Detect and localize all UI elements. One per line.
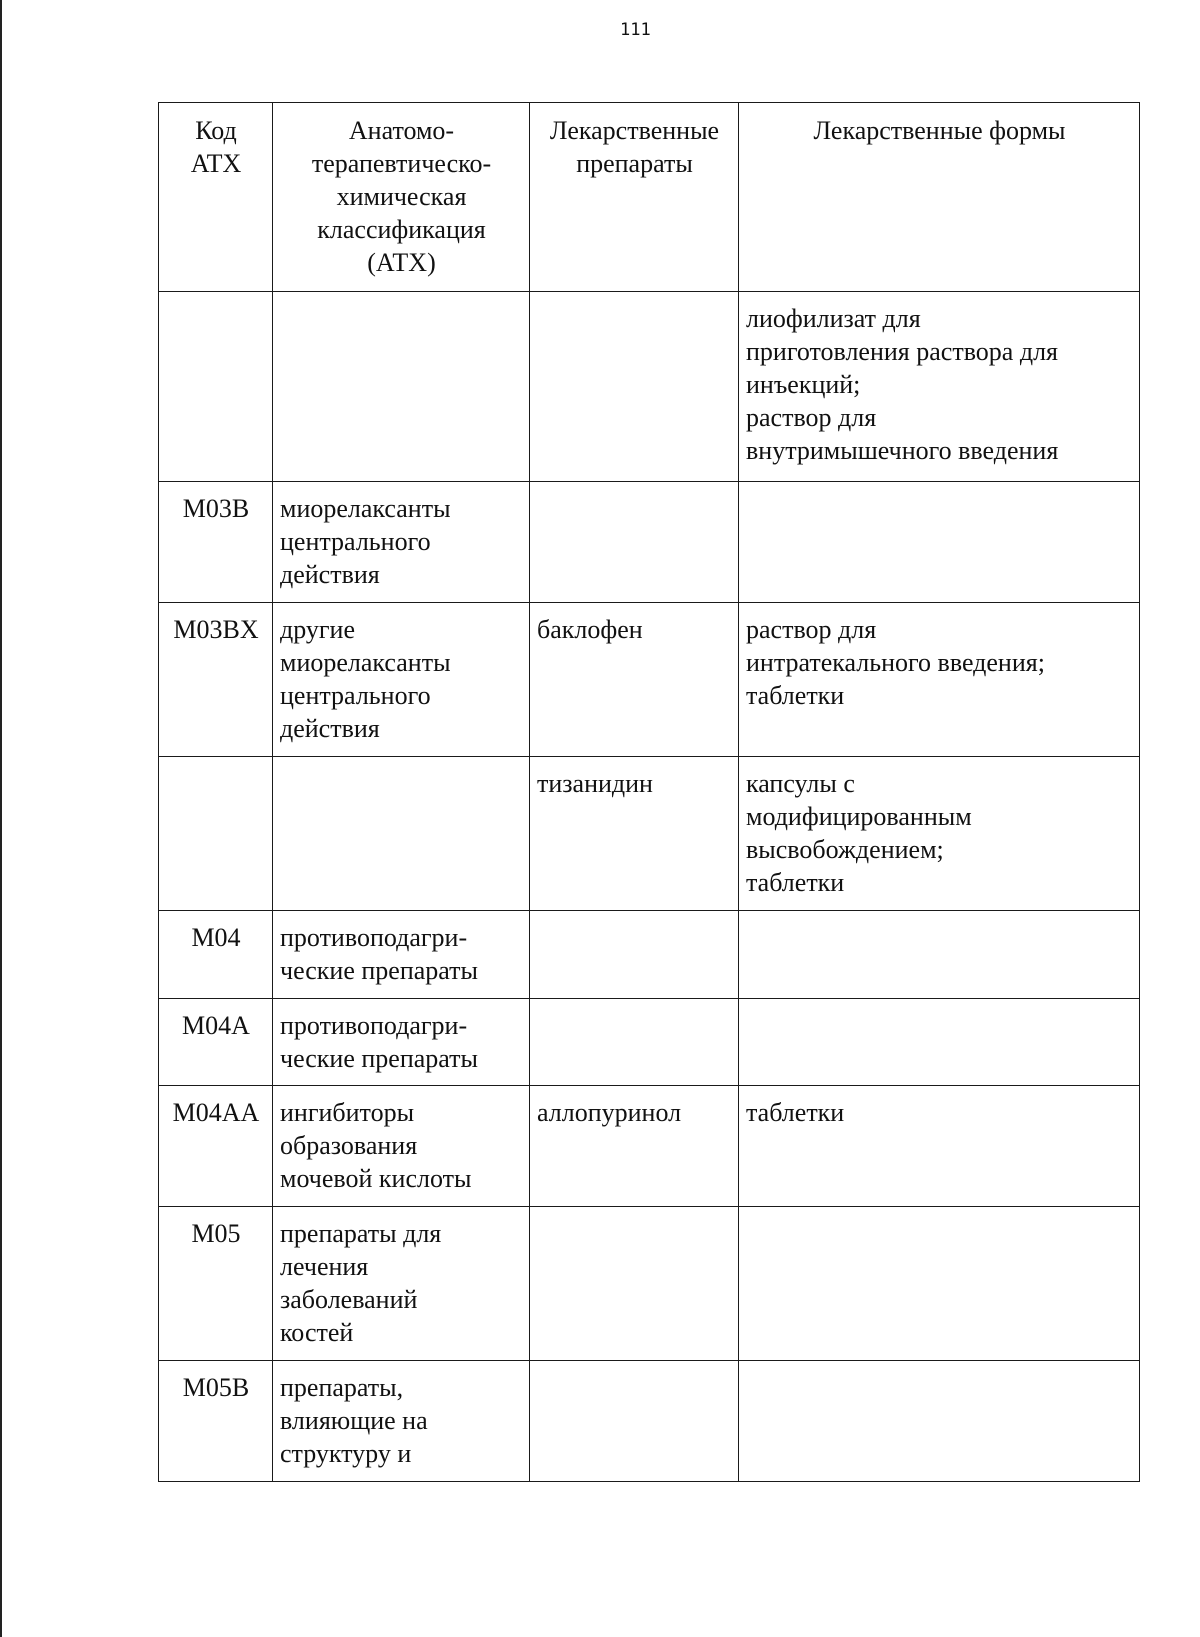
cell-drug: [530, 1361, 739, 1482]
table-row: [159, 1086, 1140, 1207]
atc-drug-table: [158, 102, 1140, 1482]
table-header-row: [159, 103, 1140, 292]
cell-code: [159, 757, 273, 911]
cell-atc-classification: миорелаксанты центрального действия: [273, 482, 530, 603]
cell-drug: аллопуринол: [530, 1086, 739, 1207]
table-row: [159, 292, 1140, 482]
header-drugs: Лекарственные препараты: [530, 103, 739, 292]
table-row: [159, 1361, 1140, 1482]
cell-code: M03B: [159, 482, 273, 603]
cell-code: M04A: [159, 999, 273, 1086]
cell-dosage-forms: капсулы с модифицированным высвобождением; таблетки: [739, 757, 1140, 911]
cell-atc-classification: [273, 292, 530, 482]
cell-code: [159, 292, 273, 482]
cell-drug: [530, 911, 739, 999]
cell-atc-classification: противоподагри- ческие препараты: [273, 999, 530, 1086]
page-edge-line: [0, 0, 2, 1637]
cell-atc-classification: ингибиторы образования мочевой кислоты: [273, 1086, 530, 1207]
cell-atc-classification: другие миорелаксанты центрального действия: [273, 603, 530, 757]
header-dosage-forms: Лекарственные формы: [739, 103, 1140, 292]
cell-dosage-forms: таблетки: [739, 1086, 1140, 1207]
cell-code: M04: [159, 911, 273, 999]
cell-drug: [530, 1207, 739, 1361]
cell-atc-classification: препараты для лечения заболеваний костей: [273, 1207, 530, 1361]
cell-atc-classification: препараты, влияющие на структуру и: [273, 1361, 530, 1482]
header-code: Код ATX: [159, 103, 273, 292]
cell-atc-classification: [273, 757, 530, 911]
cell-dosage-forms: лиофилизат для приготовления раствора для инъекций; раствор для внутримышечного введения: [739, 292, 1140, 482]
cell-atc-classification: противоподагри- ческие препараты: [273, 911, 530, 999]
page-number: 111: [620, 20, 651, 40]
cell-dosage-forms: [739, 1207, 1140, 1361]
cell-drug: баклофен: [530, 603, 739, 757]
cell-dosage-forms: [739, 482, 1140, 603]
table-row: [159, 911, 1140, 999]
table-row: [159, 603, 1140, 757]
cell-code: M03BX: [159, 603, 273, 757]
cell-dosage-forms: [739, 999, 1140, 1086]
cell-drug: тизанидин: [530, 757, 739, 911]
cell-drug: [530, 292, 739, 482]
table-row: [159, 482, 1140, 603]
cell-drug: [530, 999, 739, 1086]
cell-drug: [530, 482, 739, 603]
table-row: [159, 1207, 1140, 1361]
cell-dosage-forms: раствор для интратекального введения; таблетки: [739, 603, 1140, 757]
cell-code: M05: [159, 1207, 273, 1361]
cell-dosage-forms: [739, 1361, 1140, 1482]
table-row: [159, 757, 1140, 911]
cell-code: M04AA: [159, 1086, 273, 1207]
cell-dosage-forms: [739, 911, 1140, 999]
cell-code: M05B: [159, 1361, 273, 1482]
table-row: [159, 999, 1140, 1086]
header-atc-classification: Анатомо- терапевтическо- химическая классификация (АТХ): [273, 103, 530, 292]
